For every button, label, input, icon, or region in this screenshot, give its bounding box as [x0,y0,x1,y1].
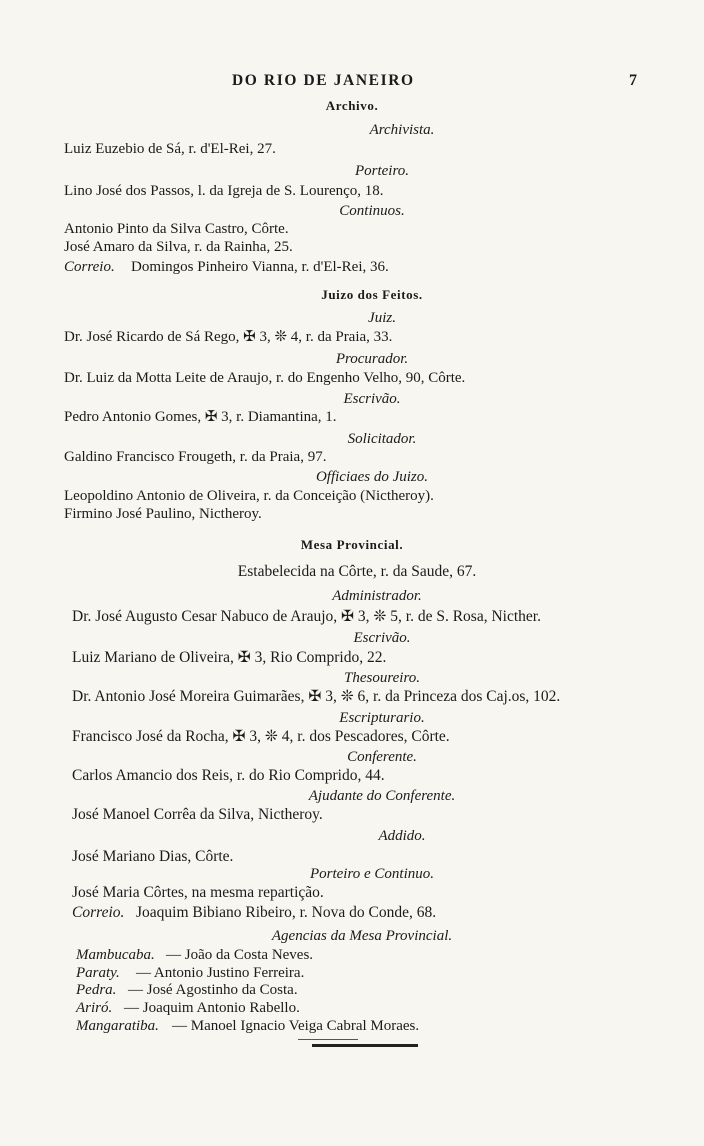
text-line: Francisco José da Rocha, ✠ 3, ❊ 4, r. dos Pescadores, Côrte. [72,728,450,745]
text-line: Joaquim Bibiano Ribeiro, r. Nova do Conde, 68. [136,904,437,921]
text-line: José Maria Côrtes, na mesma repartição. [72,884,324,901]
text-line: Ariró. [76,1000,113,1016]
text-line: Lino José dos Passos, l. da Igreja de S. Lourenço, 18. [64,183,384,199]
text-line: — Joaquim Antonio Rabello. [124,1000,300,1016]
text-line: — Antonio Justino Ferreira. [136,965,305,981]
text-line: — José Agostinho da Costa. [128,982,298,998]
page-number: 7 [629,72,637,89]
text-line: Pedra. [76,982,117,998]
text-line: Continuos. [339,203,405,219]
text-line: Dr. José Augusto Cesar Nabuco de Araujo, ✠ 3, ❊ 5, r. de S. Rosa, Nicther. [72,608,541,625]
text-line: Firmino José Paulino, Nictheroy. [64,506,262,522]
text-line: Mambucaba. [76,947,155,963]
text-line: Thesoureiro. [344,670,420,686]
text-line: Archivista. [369,122,435,138]
text-line: Leopoldino Antonio de Oliveira, r. da Conceição (Nictheroy). [64,488,434,504]
text-line: Juiz. [368,310,396,326]
text-line: Galdino Francisco Frougeth, r. da Praia, 97. [64,449,327,465]
text-line: Agencias da Mesa Provincial. [271,928,453,944]
running-title: DO RIO DE JANEIRO [232,72,415,89]
text-line: Archivo. [325,98,379,113]
text-line: Domingos Pinheiro Vianna, r. d'El-Rei, 36. [131,259,389,275]
text-line: Administrador. [332,588,422,604]
text-line: Escrivão. [353,630,411,646]
text-line: Porteiro. [354,163,410,179]
closing-rule [312,1044,418,1047]
text-line: Carlos Amancio dos Reis, r. do Rio Comprido, 44. [72,767,385,784]
text-line: Ajudante do Conferente. [308,788,456,804]
text-line: Addido. [378,828,426,844]
text-line: Paraty. [76,965,120,981]
text-line: Escrivão. [343,391,401,407]
text-line: Luiz Euzebio de Sá, r. d'El-Rei, 27. [64,141,276,157]
text-line: Dr. José Ricardo de Sá Rego, ✠ 3, ❊ 4, r. da Praia, 33. [64,329,393,345]
text-line: Porteiro e Continuo. [309,866,435,882]
text-line: Mesa Provincial. [300,537,404,552]
text-line: José Amaro da Silva, r. da Rainha, 25. [64,239,293,255]
text-line: Escripturario. [339,710,425,726]
text-line: José Mariano Dias, Côrte. [72,848,234,865]
text-line: Officiaes do Juizo. [315,469,429,485]
text-line: — Manoel Ignacio Veiga Cabral Moraes. [172,1018,420,1034]
text-line: José Manoel Corrêa da Silva, Nictheroy. [72,806,323,823]
text-line: Correio. [64,259,115,275]
text-line: Mangaratiba. [76,1018,159,1034]
text-line: Juizo dos Feitos. [321,287,423,302]
text-line: Dr. Antonio José Moreira Guimarães, ✠ 3, ❊ 6, r. da Princeza dos Caj.os, 102. [72,688,561,705]
text-line: Correio. [72,904,125,921]
text-line: Estabelecida na Côrte, r. da Saude, 67. [237,563,477,580]
text-line: Pedro Antonio Gomes, ✠ 3, r. Diamantina, 1. [64,409,337,425]
text-line: Dr. Luiz da Motta Leite de Araujo, r. do Engenho Velho, 90, Côrte. [64,370,466,386]
text-line: Conferente. [347,749,417,765]
text-line: Luiz Mariano de Oliveira, ✠ 3, Rio Comprido, 22. [72,649,387,666]
text-line: Procurador. [335,351,409,367]
text-line: Solicitador. [347,431,417,447]
closing-rule-thin [298,1039,358,1040]
text-line: — João da Costa Neves. [166,947,314,963]
text-line: Antonio Pinto da Silva Castro, Côrte. [64,221,289,237]
